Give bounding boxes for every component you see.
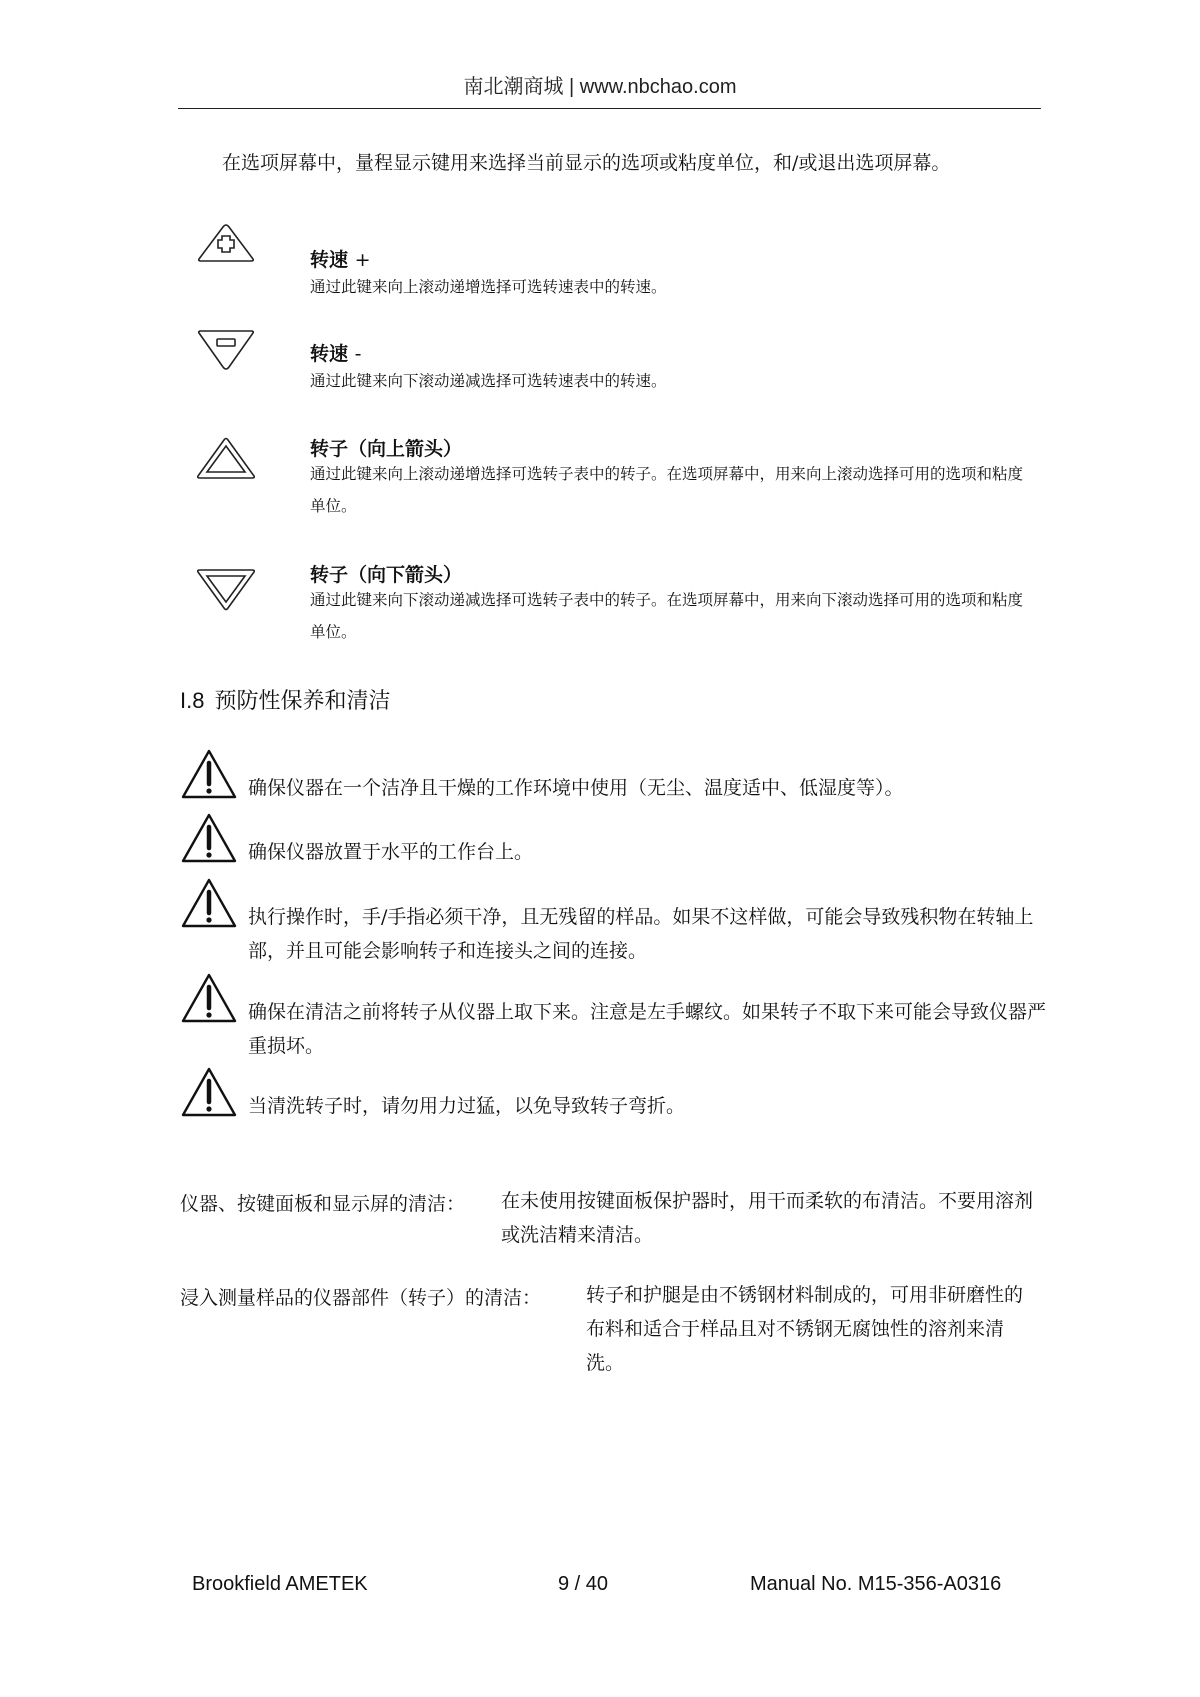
cleaning-term-spindle: 浸入测量样品的仪器部件（转子）的清洁： [180, 1287, 542, 1309]
warning-text: 确保仪器放置于水平的工作台上。 [248, 841, 534, 863]
warning-text: 确保仪器在一个洁净且干燥的工作环境中使用（无尘、温度适中、低湿度等）。 [248, 777, 904, 799]
cleaning-def-spindle: 转子和护腿是由不锈钢材料制成的，可用非研磨性的布料和适合于样品且对不锈钢无腐蚀性的溶剂来清洗。 [586, 1284, 1024, 1374]
footer-page-number: 9 / 40 [558, 1573, 609, 1595]
key-title-speed-down: 转速 - [310, 343, 362, 365]
down-arrow-key-icon [195, 568, 257, 612]
warning-icon [180, 1066, 238, 1122]
warning-text: 确保在清洁之前将转子从仪器上取下来。注意是左手螺纹。如果转子不取下来可能会导致仪器严重损坏。 [248, 1001, 1047, 1057]
key-desc-speed-up: 通过此键来向上滚动递增选择可选转速表中的转速。 [310, 278, 667, 296]
minus-key-icon [195, 329, 257, 373]
key-title-spindle-down: 转子（向下箭头） [310, 564, 463, 586]
footer-manual-number: Manual No. M15-356-A0316 [750, 1573, 1002, 1595]
page-header: 南北潮商城 | www.nbchao.com [463, 76, 737, 98]
key-desc-spindle-down: 通过此键来向下滚动递减选择可选转子表中的转子。在选项屏幕中，用来向下滚动选择可用的选项和粘度单位。 [310, 591, 1024, 641]
warning-text: 执行操作时，手/手指必须干净，且无残留的样品。如果不这样做，可能会导致残积物在转轴上部，并且可能会影响转子和连接头之间的连接。 [248, 906, 1034, 962]
up-arrow-key-icon [195, 436, 257, 480]
plus-key-icon [195, 223, 257, 263]
warning-text: 当清洗转子时，请勿用力过猛，以免导致转子弯折。 [248, 1095, 686, 1117]
key-title-speed-up: 转速 + [310, 249, 371, 271]
warning-icon [180, 877, 238, 933]
warning-icon [180, 748, 238, 804]
section-heading: I.8 预防性保养和清洁 [180, 688, 391, 714]
warning-icon [180, 812, 238, 868]
key-title-spindle-up: 转子（向上箭头） [310, 438, 463, 460]
key-desc-speed-down: 通过此键来向下滚动递减选择可选转速表中的转速。 [310, 372, 667, 390]
cleaning-def-instrument: 在未使用按键面板保护器时，用干而柔软的布清洁。不要用溶剂或洗洁精来清洁。 [501, 1190, 1034, 1246]
key-desc-spindle-up: 通过此键来向上滚动递增选择可选转子表中的转子。在选项屏幕中，用来向上滚动选择可用的选项和粘度单位。 [310, 465, 1024, 515]
header-divider [178, 108, 1041, 109]
cleaning-term-instrument: 仪器、按键面板和显示屏的清洁： [180, 1193, 466, 1215]
warning-icon [180, 972, 238, 1028]
intro-paragraph: 在选项屏幕中，量程显示键用来选择当前显示的选项或粘度单位，和/或退出选项屏幕。 [222, 152, 951, 174]
footer-company: Brookfield AMETEK [192, 1573, 368, 1595]
